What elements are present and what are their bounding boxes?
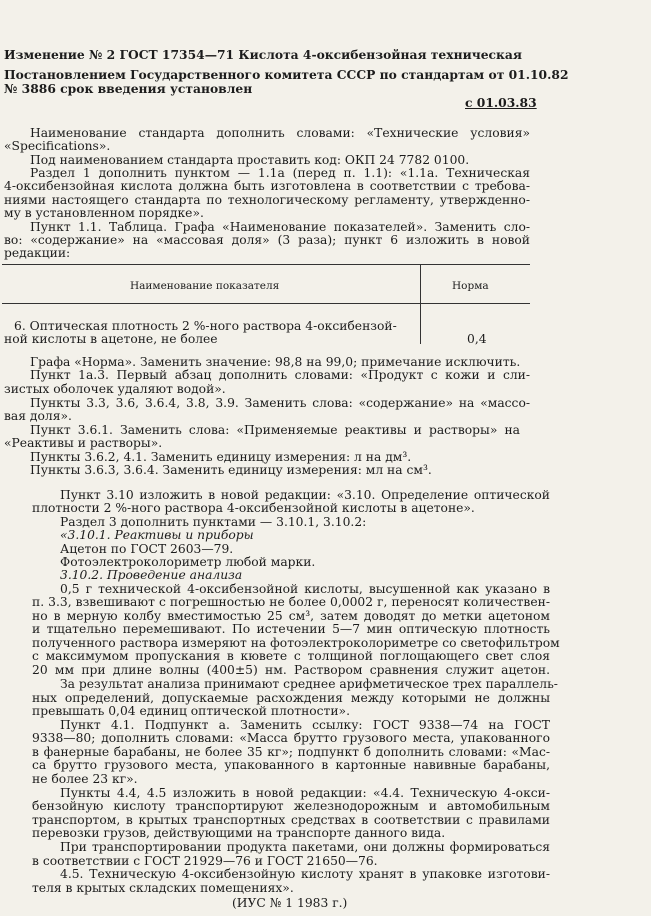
text-line: 4.5. Техническую 4-оксибензойную кислоту хранят в упаковке изготови-	[60, 867, 550, 881]
text-line: в фанерные барабаны, не более 35 кг»; подпункт б дополнить словами: «Мас-	[32, 745, 550, 759]
table-header-norm: Норма	[452, 280, 489, 292]
table-row-text: ной кислоты в ацетоне, не более	[4, 332, 218, 346]
table-header-name: Наименование показателя	[130, 280, 280, 292]
text-line: редакции:	[4, 246, 71, 260]
text-line: и тщательно перемешивают. По истечении 5—7 мин оптическую плотность	[32, 622, 550, 636]
text-line: превышать 0,04 единиц оптической плотности».	[32, 704, 350, 718]
text-line: в соответствии с ГОСТ 21929—76 и ГОСТ 21650—76.	[32, 854, 378, 868]
text-line: ниями настоящего стандарта по технологическому регламенту, утвержденно-	[4, 193, 530, 207]
text-line: 0,5 г технической 4-оксибензойной кислоты, высушенной как указано в	[60, 582, 550, 596]
text-line: са брутто грузового места, упакованного в картонные навивные барабаны,	[32, 758, 550, 772]
text-line: бензойную кислоту транспортируют железнодорожным и автомобильным	[32, 799, 550, 813]
text-line: Пункты 3.3, 3.6, 3.6.4, 3.8, 3.9. Заменить слова: «содержание» на «массо-	[30, 396, 530, 410]
text-line: Пункты 3.6.2, 4.1. Заменить единицу измерения: л на дм³.	[30, 450, 412, 464]
table-column-divider	[420, 264, 421, 344]
text-line: 4-оксибензойная кислота должна быть изготовлена в соответствии с требова-	[4, 179, 530, 193]
text-line: 9338—80; дополнить словами: «Масса брутто грузового места, упакованного	[32, 731, 550, 745]
table-top-border	[2, 264, 530, 265]
text-line: При транспортировании продукта пакетами, они должны формироваться	[60, 840, 550, 854]
text-line: плотности 2 %-ного раствора 4-оксибензойной кислоты в ацетоне».	[32, 501, 475, 515]
text-line: транспортом, в крытых транспортных средствах в соответствии с правилами	[32, 813, 550, 827]
text-line: Раздел 1 дополнить пунктом — 1.1а (перед п. 1.1): «1.1а. Техническая	[30, 166, 530, 180]
text-line: Пункты 3.6.3, 3.6.4. Заменить единицу измерения: мл на см³.	[30, 463, 432, 477]
text-line: п. 3.3, взвешивают с погрешностью не более 0,0002 г, переносят количествен-	[32, 595, 550, 609]
text-line: Ацетон по ГОСТ 2603—79.	[60, 542, 234, 556]
text-line: Пункт 1.1. Таблица. Графа «Наименование показателей». Заменить сло-	[30, 220, 530, 234]
text-line: полученного раствора измеряют на фотоэлектроколориметре со светофильтром	[32, 636, 560, 650]
text-line: но в мерную колбу вместимостью 25 см³, затем доводят до метки ацетоном	[32, 609, 550, 623]
text-line: За результат анализа принимают среднее арифметическое трех параллель-	[60, 677, 558, 691]
text-line: во: «содержание» на «массовая доля» (3 раза); пункт 6 изложить в новой	[4, 233, 530, 247]
text-line: Пункты 4.4, 4.5 изложить в новой редакции: «4.4. Техническую 4-окси-	[60, 786, 550, 800]
text-line: 20 мм при длине волны (400±5) нм. Раствором сравнения служит ацетон.	[32, 663, 550, 677]
text-line: Пункт 3.6.1. Заменить слова: «Применяемые реактивы и растворы» на	[30, 423, 520, 437]
text-line: ных определений, допускаемые расхождения между которыми не должны	[32, 691, 550, 705]
text-line: Раздел 3 дополнить пунктами — 3.10.1, 3.10.2:	[60, 515, 367, 529]
table-header-border	[2, 303, 530, 304]
table-row-value: 0,4	[467, 332, 487, 346]
text-line: Графа «Норма». Заменить значение: 98,8 на 99,0; примечание исключить.	[30, 355, 521, 369]
text-line: Пункт 4.1. Подпункт а. Заменить ссылку: ГОСТ 9338—74 на ГОСТ	[60, 718, 550, 732]
text-line: с максимумом пропускания в кювете с толщиной поглощающего свет слоя	[32, 649, 550, 663]
text-line: «Specifications».	[4, 139, 111, 153]
footer-reference: (ИУС № 1 1983 г.)	[232, 896, 348, 910]
subsection-title: «3.10.1. Реактивы и приборы	[60, 528, 254, 542]
text-line: Фотоэлектроколориметр любой марки.	[60, 555, 316, 569]
text-line: теля в крытых складских помещениях».	[32, 881, 294, 895]
text-line: Наименование стандарта дополнить словами: «Технические условия»	[30, 126, 530, 140]
amendment-title: Изменение № 2 ГОСТ 17354—71 Кислота 4-оксибензойная техническая	[4, 47, 522, 62]
text-line: «Реактивы и растворы».	[4, 436, 163, 450]
text-line: Под наименованием стандарта проставить код: ОКП 24 7782 0100.	[30, 153, 470, 167]
resolution-number: № 3886 срок введения установлен	[4, 81, 253, 96]
text-line: вая доля».	[4, 409, 72, 423]
subsection-title: 3.10.2. Проведение анализа	[60, 568, 243, 582]
resolution-line: Постановлением Государственного комитета СССР по стандартам от 01.10.82	[4, 67, 569, 82]
table-row-text: 6. Оптическая плотность 2 %-ного раствора 4-оксибензой-	[14, 319, 397, 333]
text-line: перевозки грузов, действующими на транспорте данного вида.	[32, 826, 446, 840]
text-line: зистых оболочек удаляют водой».	[4, 382, 226, 396]
text-line: не более 23 кг».	[32, 772, 138, 786]
text-line: му в установленном порядке».	[4, 206, 204, 220]
text-line: Пункт 1а.3. Первый абзац дополнить словами: «Продукт с кожи и сли-	[30, 368, 530, 382]
text-line: Пункт 3.10 изложить в новой редакции: «3.10. Определение оптической	[60, 488, 550, 502]
effective-date: с 01.03.83	[465, 95, 537, 110]
